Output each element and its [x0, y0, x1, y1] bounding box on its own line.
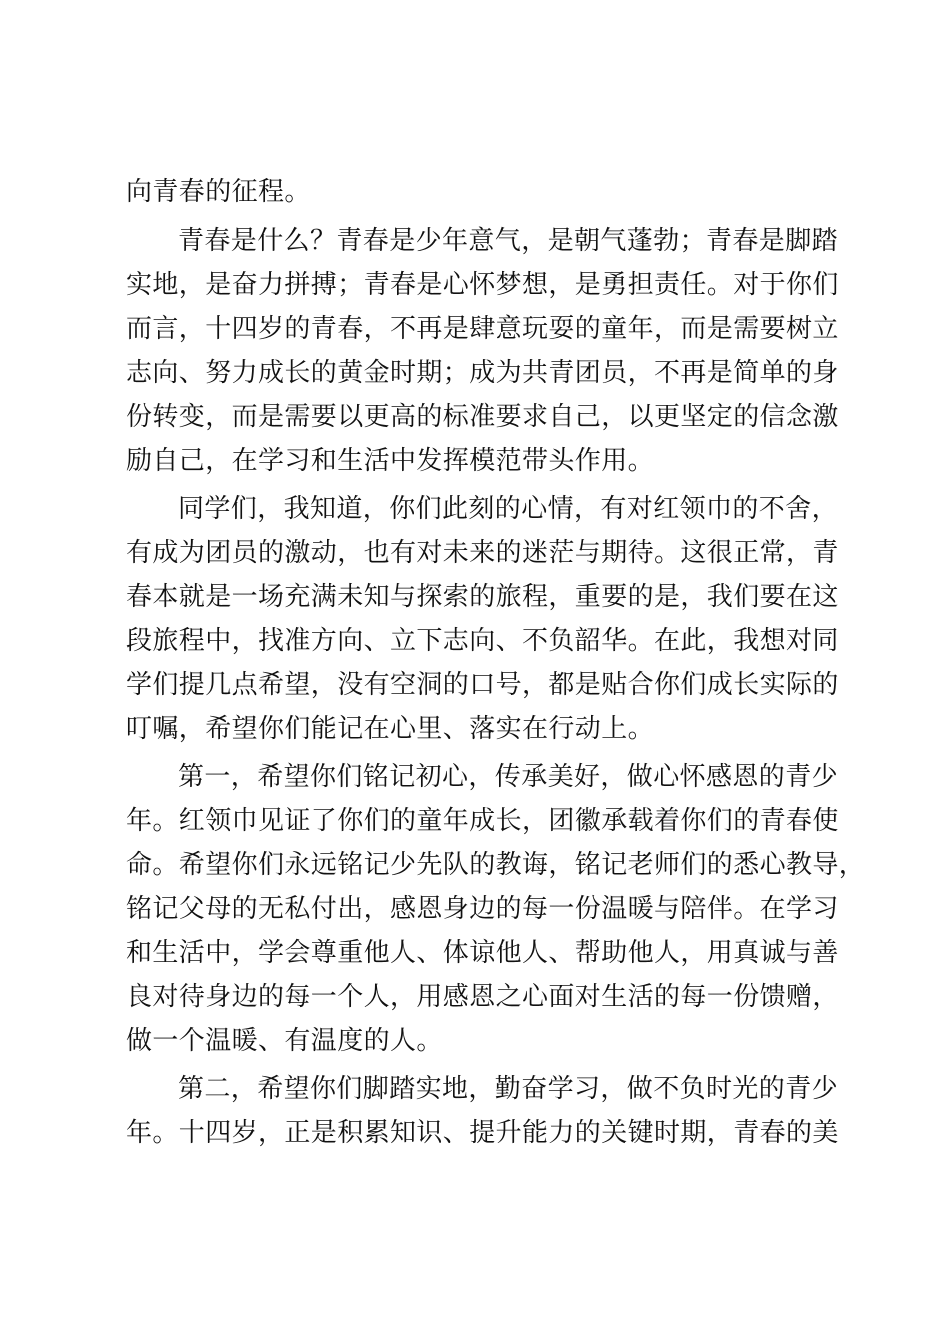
paragraph-first-line: 第二，希望你们脚踏实地，勤奋学习，做不负时光的青少	[178, 1074, 839, 1104]
text-line: 叮嘱，希望你们能记在心里、落实在行动上。	[126, 714, 655, 744]
text-line: 春本就是一场充满未知与探索的旅程，重要的是，我们要在这	[126, 582, 839, 612]
text-line: 志向、努力成长的黄金时期；成为共青团员，不再是简单的身	[126, 358, 839, 388]
text-line: 年。十四岁，正是积累知识、提升能力的关键时期，青春的美	[126, 1118, 839, 1148]
text-line: 有成为团员的激动，也有对未来的迷茫与期待。这很正常，青	[126, 538, 839, 568]
paragraph-first-line: 第一，希望你们铭记初心，传承美好，做心怀感恩的青少	[178, 762, 839, 792]
text-line: 良对待身边的每一个人，用感恩之心面对生活的每一份馈赠，	[126, 982, 839, 1012]
text-line: 命。希望你们永远铭记少先队的教诲，铭记老师们的悉心教导，	[126, 850, 866, 880]
paragraph-first-line: 青春是什么？青春是少年意气，是朝气蓬勃；青春是脚踏	[178, 226, 839, 256]
text-line: 段旅程中，找准方向、立下志向、不负韶华。在此，我想对同	[126, 626, 839, 656]
text-line: 而言，十四岁的青春，不再是肆意玩耍的童年，而是需要树立	[126, 314, 839, 344]
text-line: 励自己，在学习和生活中发挥模范带头作用。	[126, 446, 655, 476]
text-line: 向青春的征程。	[126, 177, 311, 207]
text-line: 和生活中，学会尊重他人、体谅他人、帮助他人，用真诚与善	[126, 938, 839, 968]
text-line: 份转变，而是需要以更高的标准要求自己，以更坚定的信念激	[126, 402, 839, 432]
text-line: 铭记父母的无私付出，感恩身边的每一份温暖与陪伴。在学习	[126, 894, 839, 924]
paragraph-first-line: 同学们，我知道，你们此刻的心情，有对红领巾的不舍，	[178, 494, 839, 524]
text-line: 年。红领巾见证了你们的童年成长，团徽承载着你们的青春使	[126, 806, 839, 836]
text-line: 做一个温暖、有温度的人。	[126, 1026, 443, 1056]
text-line: 实地，是奋力拼搏；青春是心怀梦想，是勇担责任。对于你们	[126, 270, 839, 300]
text-line: 学们提几点希望，没有空洞的口号，都是贴合你们成长实际的	[126, 670, 839, 700]
